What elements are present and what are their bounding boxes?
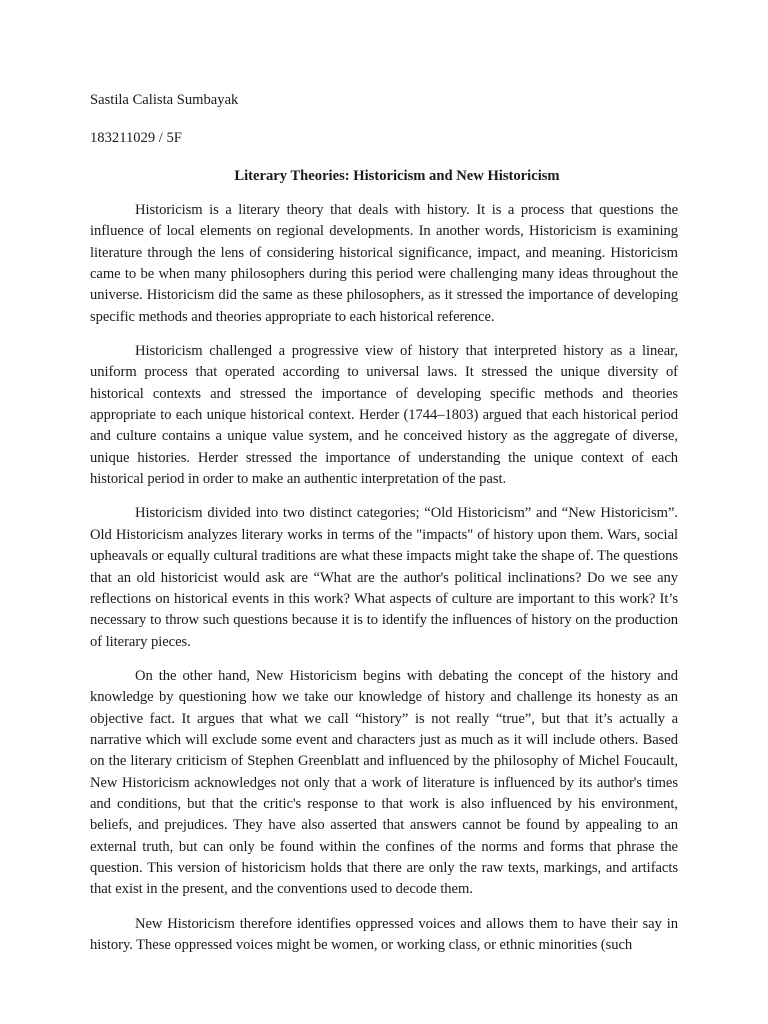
student-id-class: 183211029 / 5F [90, 130, 182, 146]
paragraph-3: Historicism divided into two distinct categories; “Old Historicism” and “New Historicism”. Old Historicism analyzes literary works in terms of the "impacts" of history upon them. Wars, social upheavals or equally cultural traditions are what these impacts might take the shape of. The questions that an old historicist would ask are “What are the author's political inclinations? Do we see any reflections on historical events in this work? What aspects of culture are important to this work? It’s necessary to throw such questions because it is to identify the influences of history on the production of literary pieces. [90, 505, 678, 650]
author-name: Sastila Calista Sumbayak [90, 92, 239, 108]
paragraph-2: Historicism challenged a progressive view of history that interpreted history as a linear, uniform process that operated according to universal laws. It stressed the unique diversity of historical contexts and stressed the importance of developing specific methods and theories appropriate to each unique historical context. Herder (1744–1803) argued that each historical period and culture contains a unique value system, and he conceived history as the aggregate of diverse, unique histories. Herder stressed the importance of understanding the unique context of each historical period in order to make an authentic interpretation of the past. [90, 343, 678, 488]
paragraph-4: On the other hand, New Historicism begins with debating the concept of the history and knowledge by questioning how we take our knowledge of history and challenge its honesty as an objective fact. It argues that what we call “history” is not really “true”, but that it’s actually a narrative which will exclude some event and characters just as much as it will include others. Based on the literary criticism of Stephen Greenblatt and influenced by the philosophy of Michel Foucault, New Historicism acknowledges not only that a work of literature is influenced by its author's times and conditions, but that the critic's response to that work is also influenced by his environment, beliefs, and prejudices. They have also asserted that answers cannot be found by appealing to an external truth, but can only be found within the confines of the norms and forms that phrase the question. This version of historicism holds that there are only the raw texts, markings, and artifacts that exist in the present, and the conventions used to decode them. [90, 667, 678, 898]
document-title: Literary Theories: Historicism and New Historicism [234, 168, 560, 184]
paragraph-5: New Historicism therefore identifies oppressed voices and allows them to have their say in history. These oppressed voices might be women, or working class, or ethnic minorities (such [90, 915, 678, 953]
paragraph-1: Historicism is a literary theory that deals with history. It is a process that questions the influence of local elements on regional developments. In another words, Historicism is examining literature through the lens of considering historical significance, impact, and meaning. Historicism came to be when many philosophers during this period were challenging many ideas throughout the universe. Historicism did the same as these philosophers, as it stressed the importance of developing specific methods and theories appropriate to each historical reference. [90, 202, 678, 325]
document-body [90, 90, 678, 969]
